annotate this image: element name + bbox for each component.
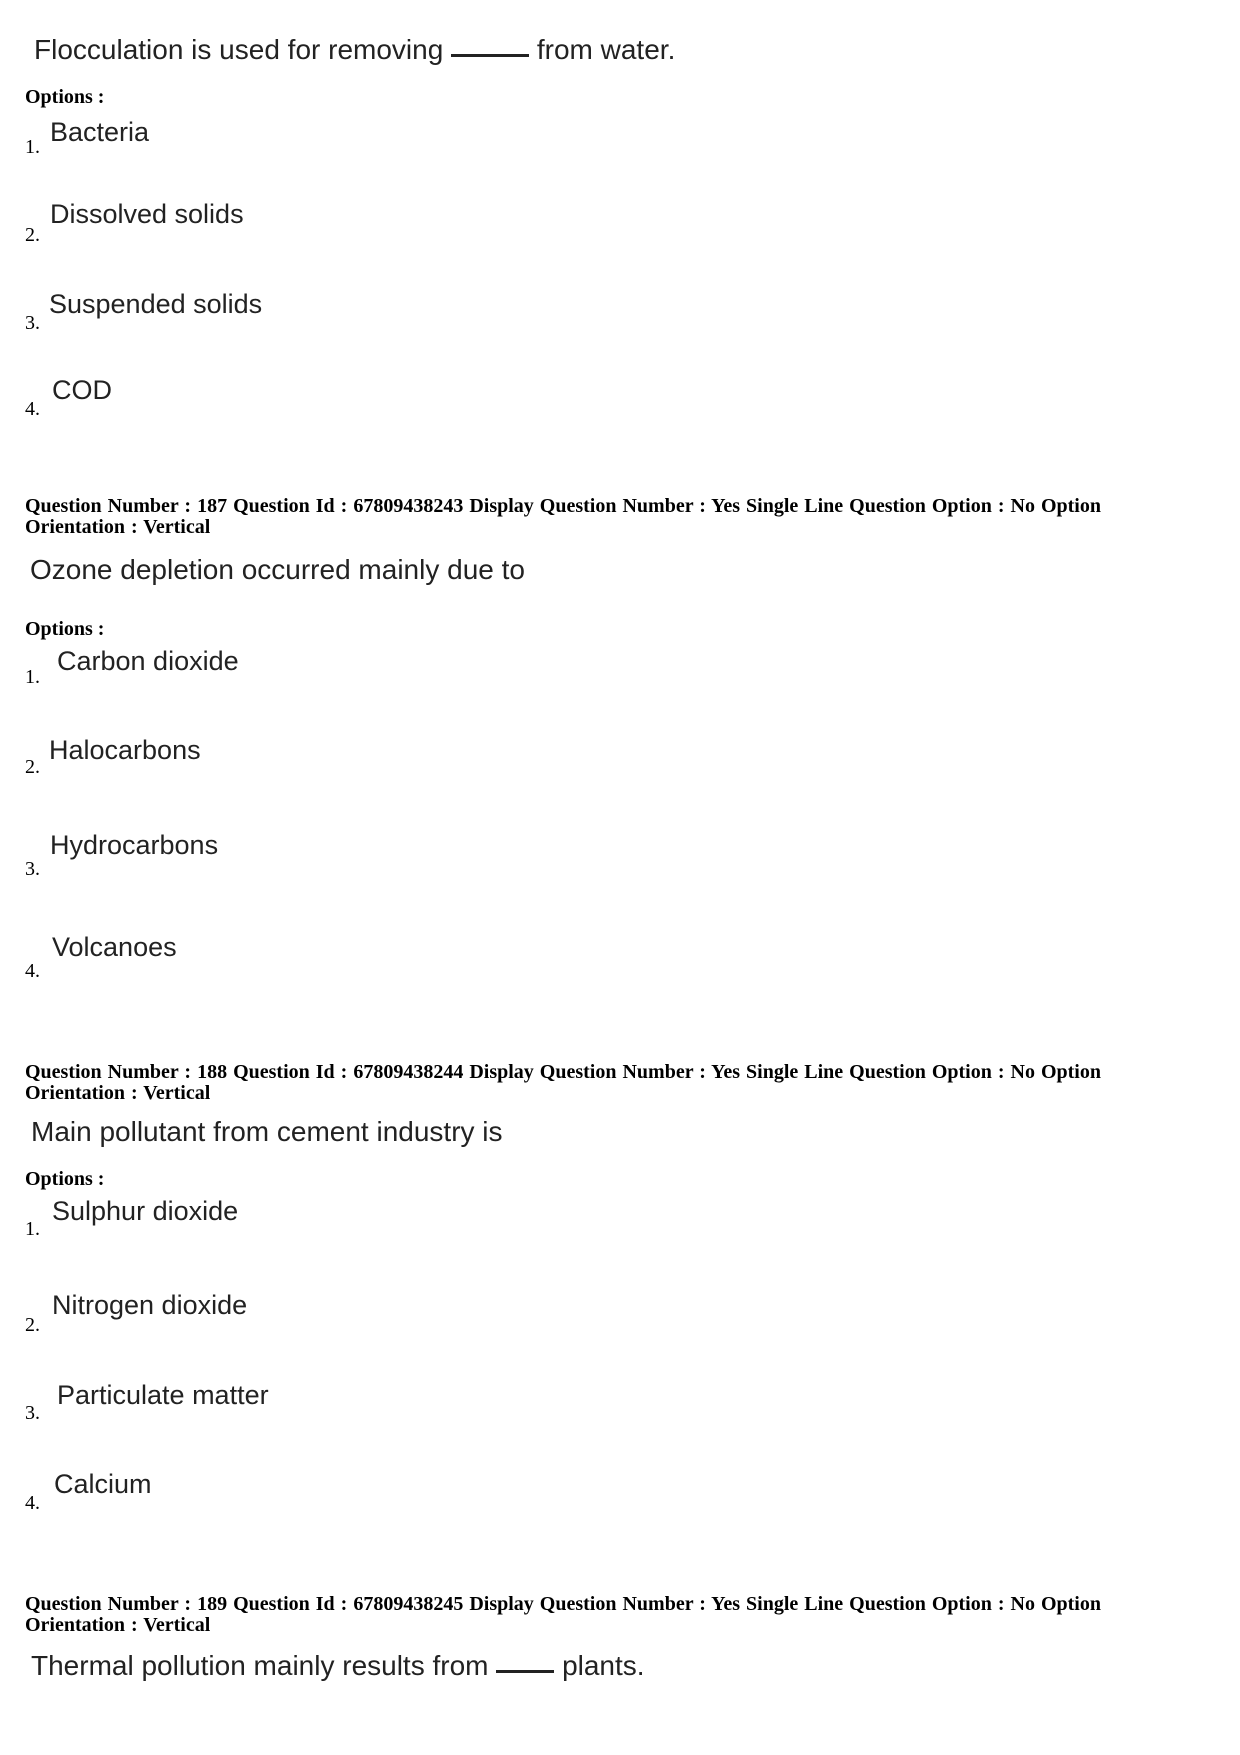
option-number: 1. <box>25 1218 40 1240</box>
option-text[interactable]: COD <box>52 375 112 405</box>
option-number: 4. <box>25 1492 40 1514</box>
option-number: 2. <box>25 1314 40 1336</box>
option-number: 3. <box>25 1402 40 1424</box>
option-number: 1. <box>25 136 40 158</box>
question-meta: Question Number : 189 Question Id : 67809438245 Display Question Number : Yes Single Line Question Option : No Option Orientation : Vertical <box>25 1593 1101 1636</box>
option-number: 1. <box>25 666 40 688</box>
option-text[interactable]: Carbon dioxide <box>57 646 239 676</box>
option-number: 2. <box>25 756 40 778</box>
option-number: 3. <box>25 858 40 880</box>
option-text[interactable]: Nitrogen dioxide <box>52 1290 248 1320</box>
option-text[interactable]: Calcium <box>54 1469 152 1499</box>
option-text[interactable]: Bacteria <box>50 117 150 147</box>
option-number: 4. <box>25 398 40 420</box>
option-number: 3. <box>25 312 40 334</box>
question-188-text: Main pollutant from cement industry is <box>31 1116 503 1147</box>
option-number: 4. <box>25 960 40 982</box>
question-meta: Question Number : 187 Question Id : 67809438243 Display Question Number : Yes Single Line Question Option : No Option Orientation : Vertical <box>25 495 1101 538</box>
option-text[interactable]: Hydrocarbons <box>50 830 219 860</box>
option-text[interactable]: Sulphur dioxide <box>52 1196 239 1226</box>
option-text[interactable]: Volcanoes <box>52 932 177 962</box>
question-meta: Question Number : 188 Question Id : 67809438244 Display Question Number : Yes Single Line Question Option : No Option Orientation : Vertical <box>25 1061 1101 1104</box>
option-text[interactable]: Particulate matter <box>57 1380 269 1410</box>
question-189-text: Thermal pollution mainly results from plants. <box>31 1650 645 1681</box>
question-186-text: Flocculation is used for removing from water. <box>34 34 676 65</box>
option-text[interactable]: Dissolved solids <box>50 199 244 229</box>
option-text[interactable]: Halocarbons <box>49 735 201 765</box>
options-label: Options : <box>25 86 105 108</box>
answer-blank <box>451 54 529 57</box>
options-label: Options : <box>25 1168 105 1190</box>
options-label: Options : <box>25 618 105 640</box>
question-187-text: Ozone depletion occurred mainly due to <box>30 554 525 585</box>
option-text[interactable]: Suspended solids <box>49 289 263 319</box>
answer-blank <box>496 1670 554 1673</box>
option-number: 2. <box>25 224 40 246</box>
